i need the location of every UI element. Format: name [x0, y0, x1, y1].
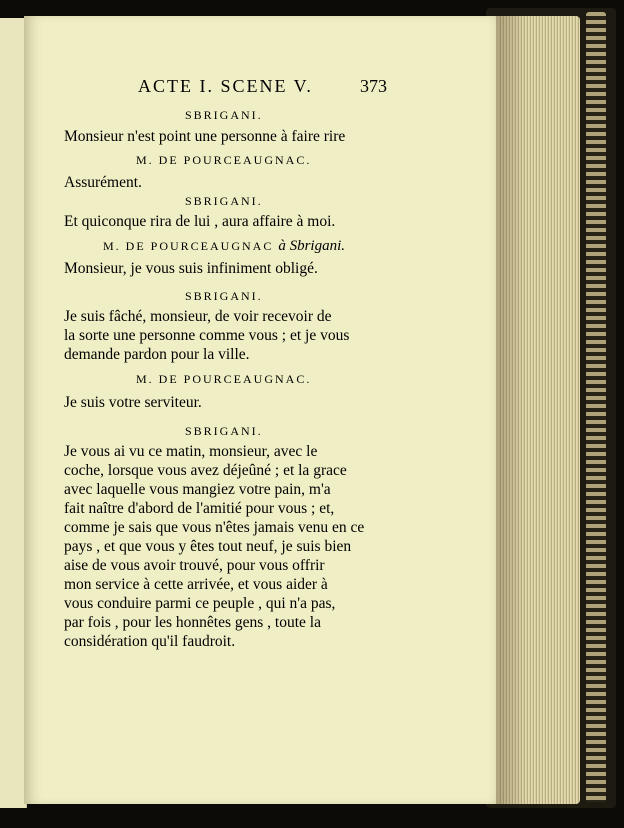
text-line: vous conduire parmi ce peuple , qui n'a pas, [64, 595, 336, 612]
speaker-label: SBRIGANI. [185, 289, 263, 303]
speaker-label: SBRIGANI. [185, 194, 263, 208]
text-line: Et quiconque rira de lui , aura affaire à moi. [64, 213, 336, 230]
speaker-name [185, 424, 263, 439]
speaker-name [185, 289, 263, 304]
text-line: la sorte une personne comme vous ; et je vous [64, 327, 350, 344]
stage-direction: à Sbrigani. [278, 238, 346, 254]
speaker-label: SBRIGANI. [185, 108, 263, 122]
speaker-name [103, 238, 345, 255]
text-line: Je vous ai vu ce matin, monsieur, avec le [64, 443, 318, 460]
running-header: ACTE I. SCENE V. [138, 76, 313, 96]
speaker-label: SBRIGANI. [185, 424, 263, 438]
text-line: fait naître d'abord de l'amitié pour vous ; et, [64, 500, 335, 517]
text-line: coche, lorsque vous avez déjeûné ; et la grace [64, 462, 347, 479]
speaker-label: M. DE POURCEAUGNAC. [136, 153, 312, 167]
speaker-name [185, 108, 263, 123]
speaker-label: M. DE POURCEAUGNAC [103, 239, 274, 253]
text-line: par fois , pour les honnêtes gens , toute la [64, 614, 321, 631]
text-line: Monsieur, je vous suis infiniment obligé. [64, 260, 318, 277]
text-line: comme je sais que vous n'êtes jamais venu en ce [64, 519, 365, 536]
text-line: pays , et que vous y êtes tout neuf, je suis bien [64, 538, 352, 555]
page-number: 373 [360, 76, 387, 96]
gutter-shadow [496, 16, 526, 804]
text-line: mon service à cette arrivée, et vous aider à [64, 576, 328, 593]
cover-decorative-border [586, 12, 606, 802]
speaker-name [185, 194, 263, 209]
text-line: Je suis votre serviteur. [64, 394, 202, 411]
speaker-name [136, 153, 311, 168]
speaker-label: M. DE POURCEAUGNAC. [136, 372, 312, 386]
text-line: Monsieur n'est point une personne à faire rire [64, 128, 346, 145]
left-page-edge [0, 18, 27, 808]
text-line: avec laquelle vous mangiez votre pain, m'a [64, 481, 331, 498]
text-line: demande pardon pour la ville. [64, 346, 250, 363]
text-line: Je suis fâché, monsieur, de voir recevoir de [64, 308, 332, 325]
text-line: considération qu'il faudroit. [64, 633, 236, 650]
speaker-name [136, 372, 311, 387]
text-line: aise de vous avoir trouvé, pour vous offrir [64, 557, 325, 574]
text-line: Assurément. [64, 174, 142, 191]
